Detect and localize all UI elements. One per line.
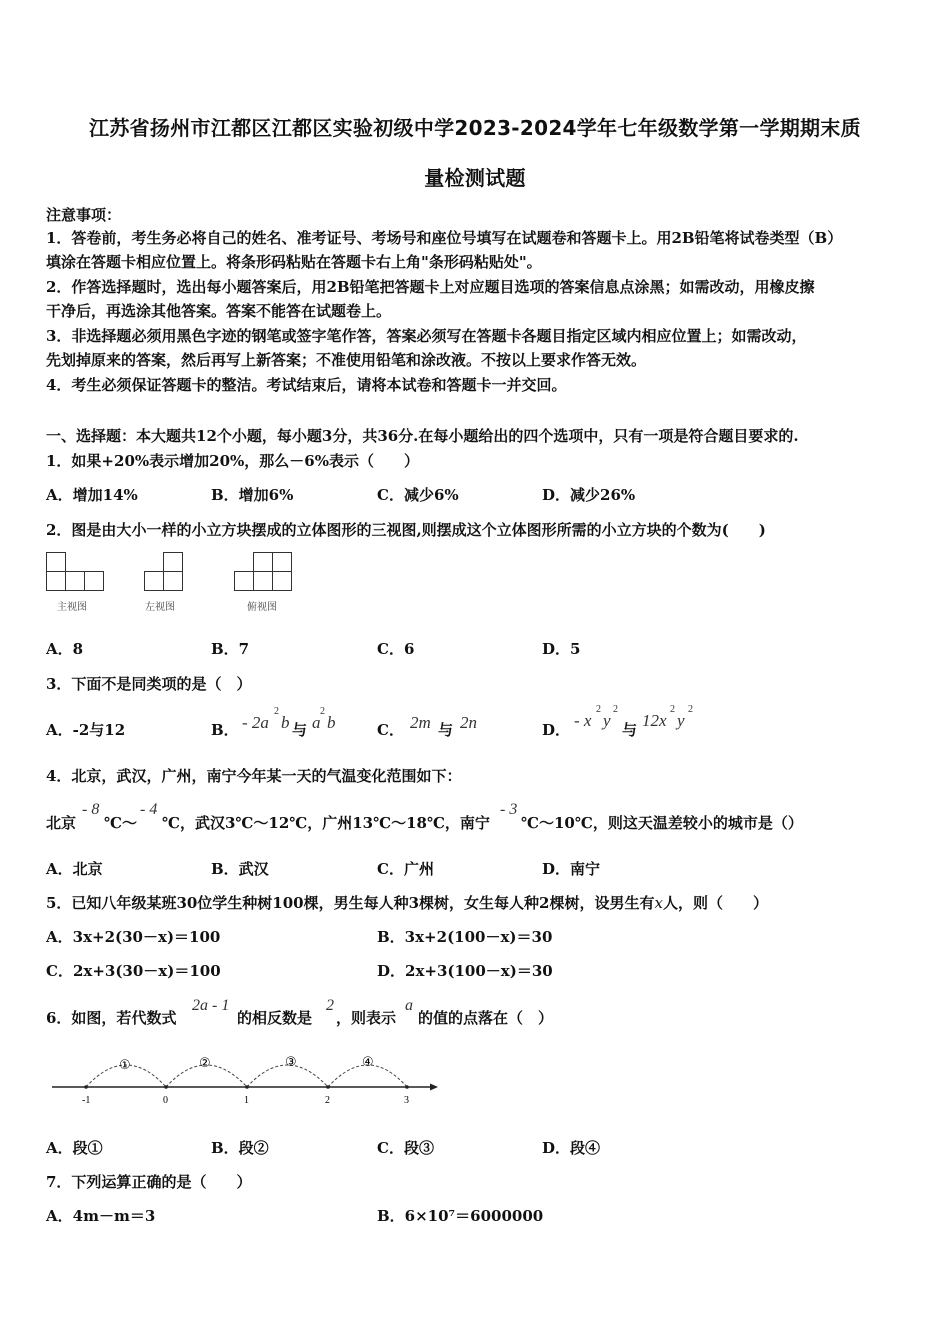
tick-label: 0	[163, 1095, 168, 1106]
section-heading: 一、选择题：本大题共12个小题，每小题3分，共36分.在每小题给出的四个选项中，只有一项是符合题目要求的.	[46, 427, 799, 445]
q4-minus3: - 3	[500, 801, 518, 818]
view-cell	[272, 552, 292, 572]
q1-option-a: A．增加14%	[46, 486, 138, 504]
three-views-figure	[44, 552, 314, 618]
q5-option-a: A．3x+2(30－x)＝100	[46, 928, 221, 946]
question-4-stem: 4．北京，武汉，广州，南宁今年某一天的气温变化范围如下：	[46, 767, 462, 785]
view-cell	[234, 571, 254, 591]
q3-option-c-label: C．	[377, 721, 404, 739]
q3-c-term1: 2m	[410, 713, 431, 732]
q3-d-with: 与	[622, 721, 638, 739]
q3-b-term1: - 2a	[242, 713, 269, 732]
q3-d-term1a: - x	[574, 711, 592, 730]
question-3-stem: 3．下面不是同类项的是（ ）	[46, 675, 252, 693]
q3-d-exp4: 2	[688, 704, 693, 715]
question-5-stem: 5．已知八年级某班30位学生种树100棵，男生每人种3棵树，女生每人种2棵树，设男生有x人，则（ ）	[46, 894, 768, 912]
question-6-stem-a: 6．如图，若代数式	[46, 1009, 177, 1027]
q5-option-c: C．2x+3(30－x)＝100	[46, 962, 221, 980]
view-cell	[46, 552, 66, 572]
view-cell	[253, 571, 273, 591]
q2-option-b: B．7	[211, 640, 250, 658]
view-cell	[65, 571, 85, 591]
segment-label: ③	[285, 1055, 297, 1070]
q1-option-c: C．减少6%	[377, 486, 459, 504]
q6-option-d: D．段④	[542, 1139, 601, 1157]
q2-option-d: D．5	[542, 640, 581, 658]
q3-b-term2b: b	[327, 713, 336, 732]
q6-value: 2	[326, 997, 334, 1014]
q5-option-b: B．3x+2(100－x)＝30	[377, 928, 553, 946]
q3-d-exp2: 2	[613, 704, 618, 715]
q4-beijing: 北京	[46, 814, 77, 832]
q1-option-d: D．减少26%	[542, 486, 636, 504]
view-cell	[272, 571, 292, 591]
q2-option-a: A．8	[46, 640, 84, 658]
question-6-stem-d: 的值的点落在（ ）	[418, 1009, 554, 1027]
notice-line: 2．作答选择题时，选出每小题答案后，用2B铅笔把答题卡上对应题目选项的答案信息点涂黑；如需改动，用橡皮擦	[46, 278, 815, 296]
q4-option-d: D．南宁	[542, 860, 601, 878]
q7-option-b: B．6×10⁷＝6000000	[377, 1207, 544, 1225]
question-2-stem: 2．图是由大小一样的小立方块摆成的立体图形的三视图,则摆成这个立体图形所需的小立方块的个数为( )	[46, 521, 766, 539]
number-line-figure	[40, 1045, 450, 1107]
notice-line: 3．非选择题必须用黑色字迹的钢笔或签字笔作答，答案必须写在答题卡各题目指定区域内相应位置上；如需改动，	[46, 327, 807, 345]
q3-option-d-label: D．	[542, 721, 571, 739]
q4-minus8: - 8	[82, 801, 100, 818]
q6-variable: a	[405, 997, 413, 1014]
page-title-line2: 量检测试题	[424, 166, 526, 190]
front-view-caption: 主视图	[57, 602, 87, 613]
q4-tail: ℃～10℃，则这天温差较小的城市是（）	[521, 814, 803, 832]
q3-b-term1b: b	[281, 713, 290, 732]
q7-option-a: A．4m－m＝3	[46, 1207, 156, 1225]
notice-heading: 注意事项：	[46, 206, 122, 224]
view-cell	[84, 571, 104, 591]
question-6-stem-c: ，则表示	[336, 1009, 397, 1027]
tick-point	[326, 1085, 330, 1089]
tick-point	[164, 1085, 168, 1089]
q1-option-b: B．增加6%	[211, 486, 294, 504]
notice-line: 填涂在答题卡相应位置上。将条形码粘贴在答题卡右上角"条形码粘贴处"。	[46, 253, 542, 271]
q4-beijing-range: ℃～	[104, 814, 137, 832]
question-7-stem: 7．下列运算正确的是（ ）	[46, 1173, 252, 1191]
q3-b-exp2: 2	[320, 706, 325, 717]
q5-option-d: D．2x+3(100－x)＝30	[377, 962, 553, 980]
q4-minus4: - 4	[140, 801, 158, 818]
q3-d-term2b: y	[677, 711, 685, 730]
q4-option-c: C．广州	[377, 860, 434, 878]
notice-line: 1．答卷前，考生务必将自己的姓名、准考证号、考场号和座位号填写在试题卷和答题卡上。用2B铅笔将试卷类型（B）	[46, 229, 843, 247]
notice-line: 4．考生必须保证答题卡的整洁。考试结束后，请将本试卷和答题卡一并交回。	[46, 376, 567, 394]
q3-b-exp1: 2	[274, 706, 279, 717]
q3-option-a: A．-2与12	[46, 721, 126, 739]
q3-b-term2: a	[312, 713, 321, 732]
tick-label: 3	[404, 1095, 409, 1106]
q3-c-with: 与	[438, 721, 454, 739]
segment-label: ④	[362, 1055, 374, 1070]
q6-expression: 2a - 1	[192, 997, 230, 1014]
tick-label: 1	[244, 1095, 249, 1106]
tick-label: 2	[325, 1095, 330, 1106]
tick-label: -1	[82, 1095, 91, 1106]
tick-point	[405, 1085, 409, 1089]
view-cell	[163, 552, 183, 572]
q3-b-with: 与	[292, 721, 308, 739]
tick-point	[84, 1085, 88, 1089]
q3-d-term1b: y	[603, 711, 611, 730]
view-cell	[144, 571, 164, 591]
q3-d-exp3: 2	[670, 704, 675, 715]
view-cell	[253, 552, 273, 572]
axis-arrow-icon	[430, 1084, 438, 1091]
top-view-caption: 俯视图	[247, 602, 277, 613]
q3-option-b-label: B．	[211, 721, 239, 739]
segment-label: ②	[199, 1056, 211, 1071]
q6-option-c: C．段③	[377, 1139, 434, 1157]
question-1-stem: 1．如果+20%表示增加20%，那么－6%表示（ ）	[46, 452, 419, 470]
q4-option-a: A．北京	[46, 860, 103, 878]
page-title: 江苏省扬州市江都区江都区实验初级中学2023-2024学年七年级数学第一学期期末质	[89, 116, 861, 140]
q3-d-term2a: 12x	[642, 711, 667, 730]
q4-middle: ℃，武汉3℃～12℃，广州13℃～18℃，南宁	[162, 814, 490, 832]
q2-option-c: C．6	[377, 640, 415, 658]
view-cell	[163, 571, 183, 591]
question-6-stem-b: 的相反数是	[237, 1009, 313, 1027]
q3-d-exp1: 2	[596, 704, 601, 715]
notice-line: 干净后，再选涂其他答案。答案不能答在试题卷上。	[46, 302, 392, 320]
tick-point	[245, 1085, 249, 1089]
left-view-caption: 左视图	[145, 602, 175, 613]
notice-line: 先划掉原来的答案，然后再写上新答案；不准使用铅笔和涂改液。不按以上要求作答无效。	[46, 351, 647, 369]
q6-option-a: A．段①	[46, 1139, 103, 1157]
q4-option-b: B．武汉	[211, 860, 269, 878]
q3-c-term2: 2n	[460, 713, 477, 732]
q6-option-b: B．段②	[211, 1139, 269, 1157]
view-cell	[46, 571, 66, 591]
segment-label: ①	[119, 1058, 131, 1073]
